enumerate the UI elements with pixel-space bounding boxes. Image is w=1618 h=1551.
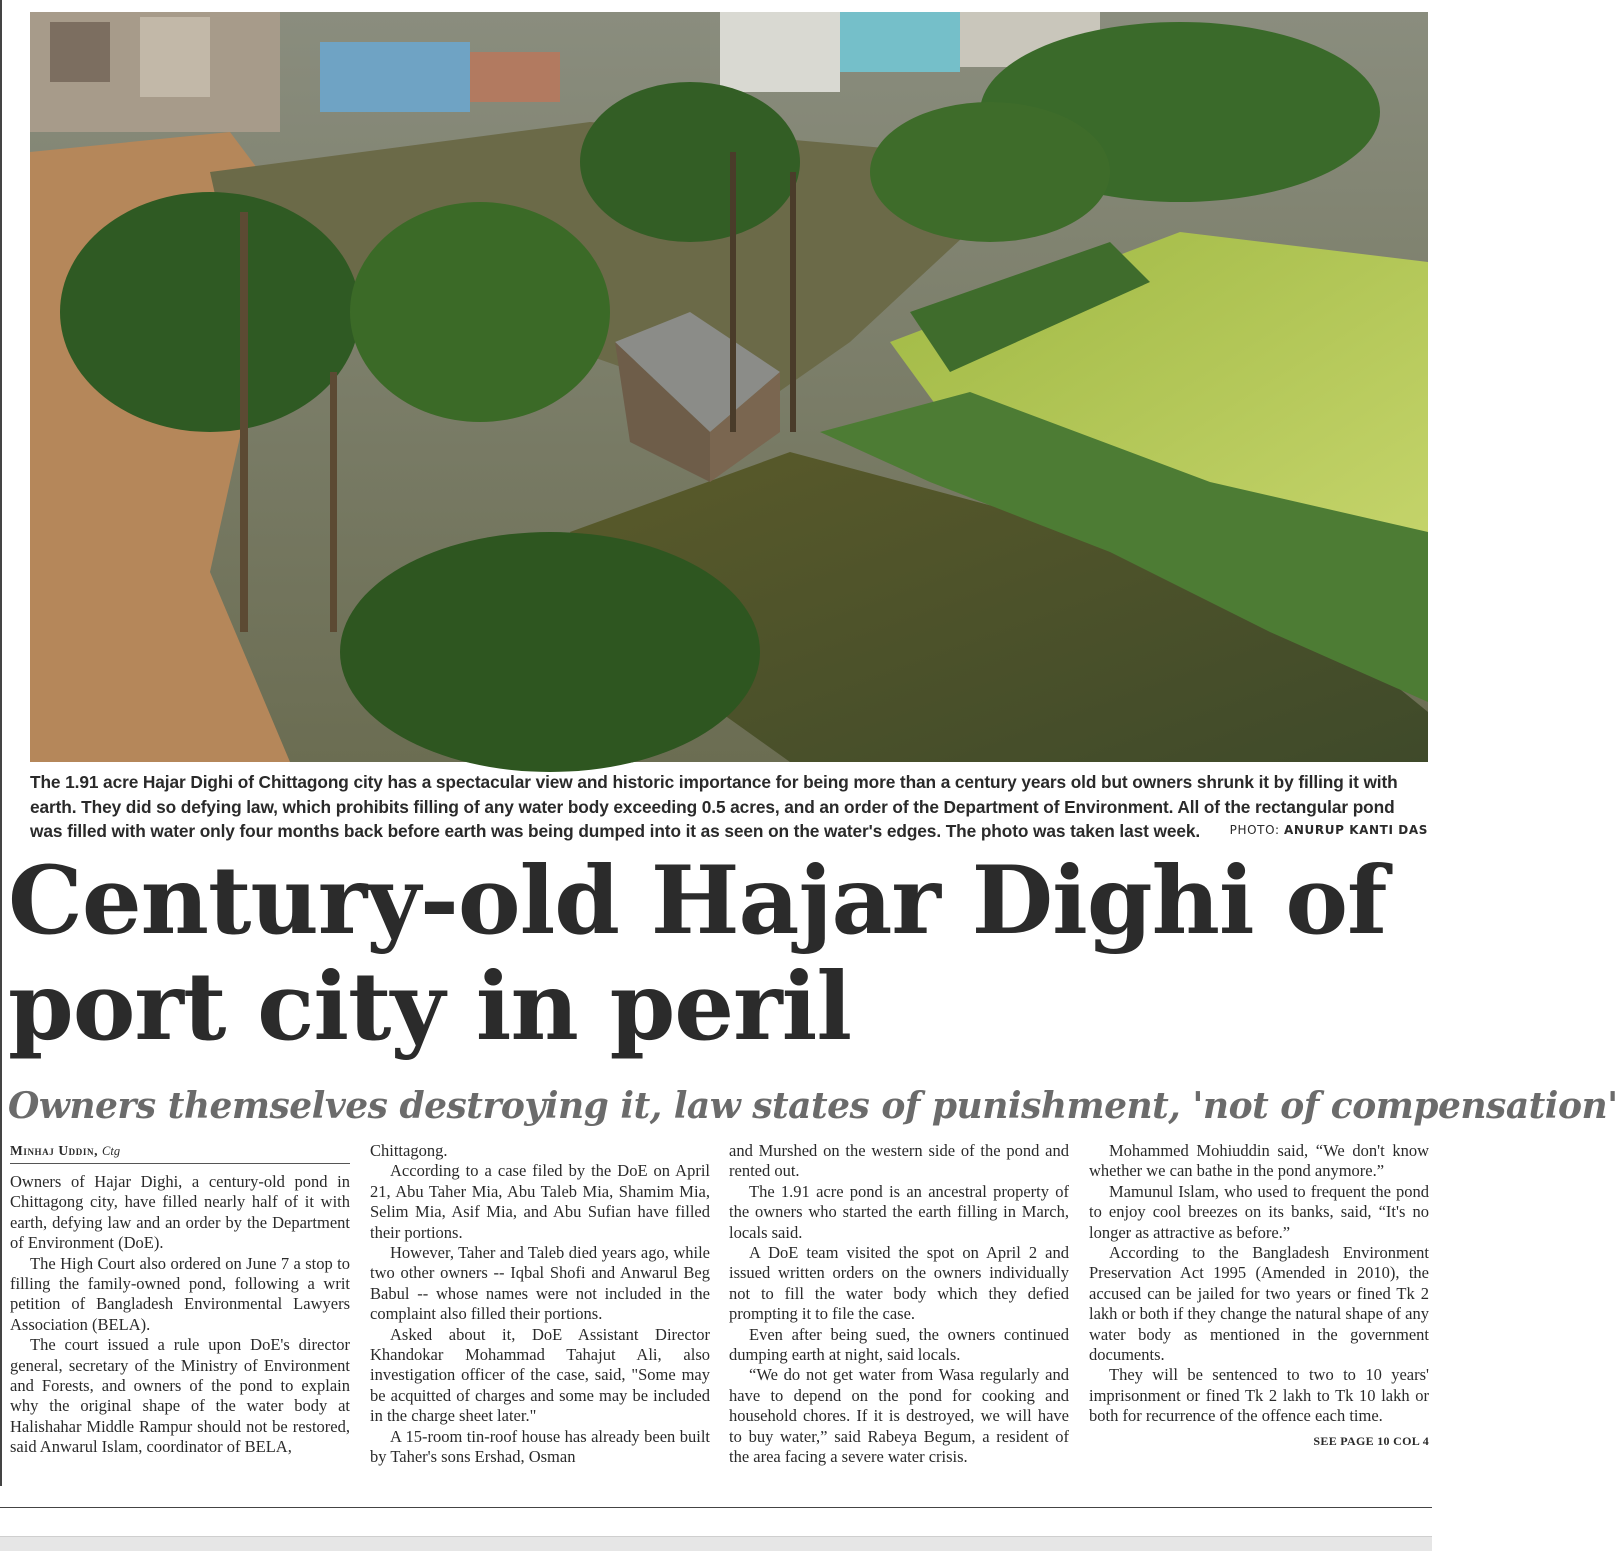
article-column-1 xyxy=(10,1141,350,1458)
photo-credit-name: ANURUP KANTI DAS xyxy=(1284,823,1428,837)
paragraph: Asked about it, DoE Assistant Director Khandokar Mohammad Tahajut Ali, also investigation officer of the case, said, "Some may be acquitted of charges and some may be included in the charge sheet later." xyxy=(370,1324,710,1426)
article-column-3 xyxy=(729,1141,1069,1468)
subheadline: Owners themselves destroying it, law states of punishment, 'not of compensation' xyxy=(8,1085,1618,1127)
article-column-2 xyxy=(370,1141,710,1468)
paragraph: According to a case filed by the DoE on April 21, Abu Taher Mia, Abu Taleb Mia, Shamim Mia, Selim Mia, Asif Mia, and Abu Sufian have filled their portions. xyxy=(370,1161,710,1242)
paragraph: The 1.91 acre pond is an ancestral property of the owners who started the earth filling in March, locals said. xyxy=(729,1181,1069,1242)
photo-caption-text: The 1.91 acre Hajar Dighi of Chittagong city has a spectacular view and historic importance for being more than a century years old but owners shrunk it by filling it with earth. They did so defying law, which prohibits filling of any water body exceeding 0.5 acres, and an order of the Department of Environment. All of the rectangular pond was filled with water only four months back before earth was being dumped into it as seen on the water's edges. The photo was taken last week. xyxy=(30,772,1398,841)
photo-caption xyxy=(30,770,1430,844)
paragraph: A DoE team visited the spot on April 2 and issued written orders on the owners individually not to fill the water body which they defied prompting it to file the case. xyxy=(729,1243,1069,1324)
photo-credit xyxy=(1230,823,1428,837)
article-column-4 xyxy=(1089,1141,1429,1451)
byline xyxy=(10,1141,350,1164)
paragraph: They will be sentenced to two to 10 years' imprisonment or fined Tk 2 lakh to Tk 10 lakh or both for recurrence of the offence each time. xyxy=(1089,1365,1429,1426)
headline-line-1: Century-old Hajar Dighi of xyxy=(8,846,1387,956)
paragraph: Mamunul Islam, who used to frequent the pond to enjoy cool breezes on its banks, said, “It's no longer as attractive as before.” xyxy=(1089,1181,1429,1242)
paragraph: However, Taher and Taleb died years ago, while two other owners -- Iqbal Shofi and Anwarul Beg Babul -- whose names were not included in the complaint also filled their portions. xyxy=(370,1243,710,1324)
news-photo-illustration xyxy=(30,12,1428,762)
byline-place: Ctg xyxy=(102,1144,121,1158)
photo-credit-label: PHOTO: xyxy=(1229,823,1280,837)
page-left-rule xyxy=(0,0,2,1486)
byline-name: Minhaj Uddin, xyxy=(10,1143,99,1158)
page-bottom-rule xyxy=(0,1507,1432,1508)
news-photo xyxy=(30,12,1428,762)
continued-jump-link[interactable]: SEE PAGE 10 COL 4 xyxy=(1313,1433,1429,1448)
paragraph: Mohammed Mohiuddin said, “We don't know whether we can bathe in the pond anymore.” xyxy=(1089,1141,1429,1181)
headline-line-2: port city in peril xyxy=(8,952,852,1062)
paragraph: Even after being sued, the owners continued dumping earth at night, said locals. xyxy=(729,1324,1069,1365)
paragraph: The High Court also ordered on June 7 a stop to filling the family-owned pond, following a writ petition of Bangladesh Environmental Lawyers Association (BELA). xyxy=(10,1253,350,1334)
viewer-bottom-bar xyxy=(0,1536,1432,1551)
paragraph: The court issued a rule upon DoE's director general, secretary of the Ministry of Environment and Forests, and owners of the pond to explain why the original shape of the water body at Halishahar Middle Rampur should not be restored, said Anwarul Islam, coordinator of BELA, xyxy=(10,1335,350,1457)
paragraph: According to the Bangladesh Environment Preservation Act 1995 (Amended in 2010), the accused can be jailed for two years or fined Tk 2 lakh or both if they change the natural shape of any water body as mentioned in the government documents. xyxy=(1089,1243,1429,1365)
paragraph: and Murshed on the western side of the pond and rented out. xyxy=(729,1141,1069,1181)
paragraph: “We do not get water from Wasa regularly and have to depend on the pond for cooking and household chores. If it is destroyed, we will have to buy water,” said Rabeya Begum, a resident of the area facing a severe water crisis. xyxy=(729,1365,1069,1467)
paragraph: Owners of Hajar Dighi, a century-old pond in Chittagong city, have filled nearly half of it with earth, defying law and an order by the Department of Environment (DoE). xyxy=(10,1172,350,1253)
paragraph: A 15-room tin-roof house has already been built by Taher's sons Ershad, Osman xyxy=(370,1426,710,1467)
paragraph: Chittagong. xyxy=(370,1141,448,1160)
headline xyxy=(8,848,1428,1060)
